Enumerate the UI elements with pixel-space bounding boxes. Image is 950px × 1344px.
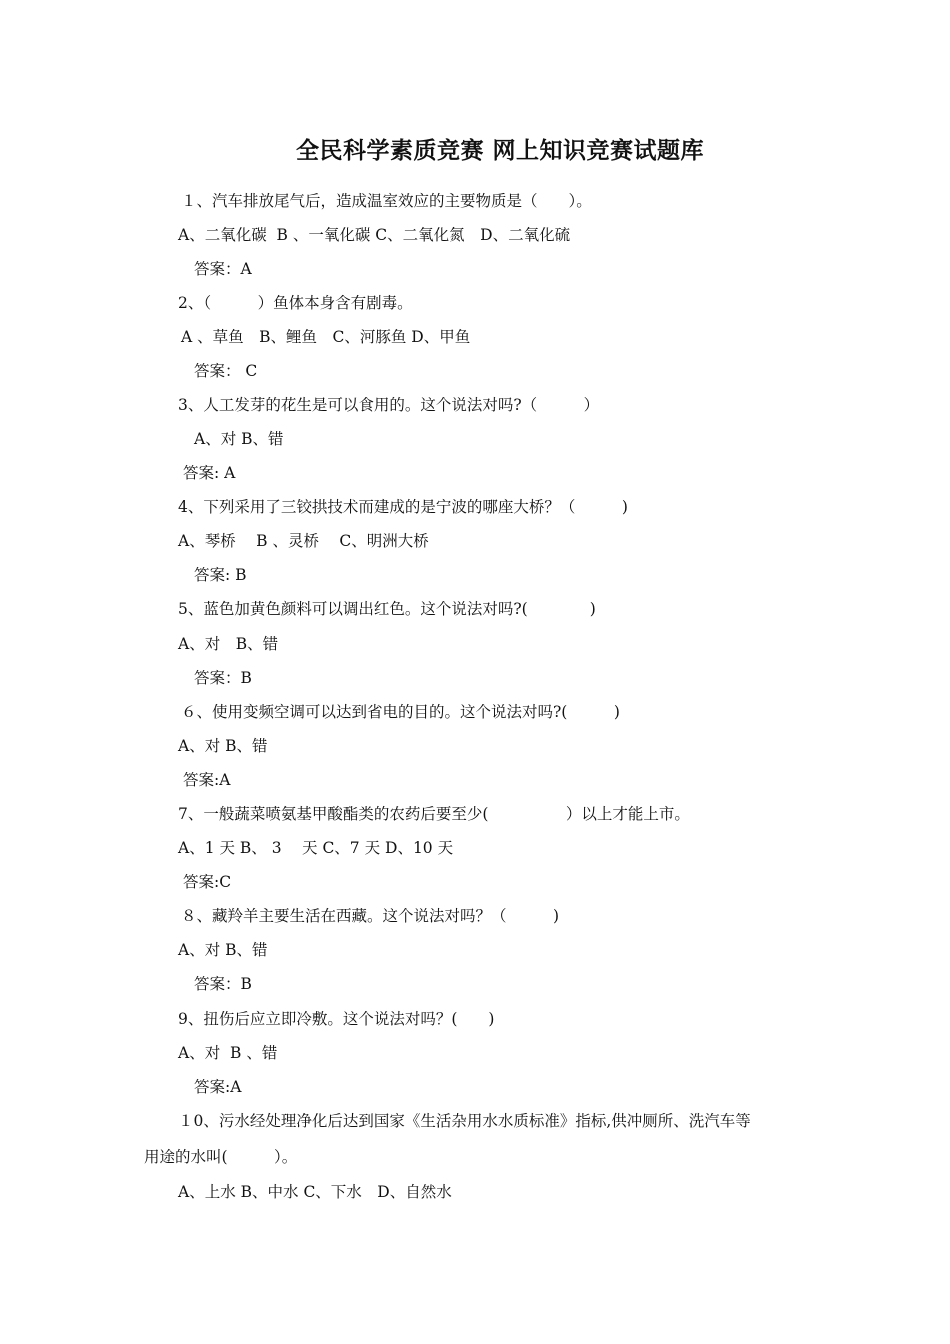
- question-4-options: A、琴桥 B 、灵桥 C、明洲大桥: [178, 532, 429, 550]
- question-8-text: ８、藏羚羊主要生活在西藏。这个说法对吗？（ ): [181, 907, 560, 925]
- question-7-text: 7、一般蔬菜喷氨基甲酸酯类的农药后要至少( ）以上才能上市。: [178, 805, 690, 823]
- question-3-text: 3、人工发芽的花生是可以食用的。这个说法对吗?（ ）: [178, 396, 600, 414]
- question-7-options: A、1 天 B、 3 天 C、7 天 D、10 天: [178, 839, 454, 857]
- question-5-answer: 答案：B: [194, 669, 252, 687]
- question-8-answer: 答案：B: [194, 975, 252, 993]
- question-10-text-continued: 用途的水叫( ）。: [144, 1148, 298, 1166]
- question-8-options: A、对 B、错: [178, 941, 268, 959]
- question-6-text: ６、使用变频空调可以达到省电的目的。这个说法对吗?( ): [181, 703, 620, 721]
- question-3-answer: 答案: A: [183, 464, 236, 482]
- question-2-options: A 、草鱼 B、鲤鱼 C、河豚鱼 D、甲鱼: [181, 328, 471, 346]
- question-9-options: A、对 B 、错: [178, 1044, 278, 1062]
- question-1-options: A、二氧化碳 B 、一氧化碳 C、二氧化氮 D、二氧化硫: [178, 226, 571, 244]
- question-9-answer: 答案:A: [194, 1078, 242, 1096]
- question-2-text: 2、（ ）鱼体本身含有剧毒。: [178, 294, 413, 312]
- question-1-answer: 答案：A: [194, 260, 252, 278]
- question-6-answer: 答案:A: [183, 771, 231, 789]
- question-4-answer: 答案: B: [194, 566, 247, 584]
- document-title: 全民科学素质竞赛 网上知识竞赛试题库: [295, 137, 704, 164]
- question-5-options: A、对 B、错: [178, 635, 279, 653]
- question-10-options: A、上水 B、中水 C、下水 D、自然水: [178, 1183, 452, 1201]
- question-5-text: 5、蓝色加黄色颜料可以调出红色。这个说法对吗?( ): [178, 600, 596, 618]
- question-4-text: 4、下列采用了三铰拱技术而建成的是宁波的哪座大桥？（ ): [178, 498, 628, 516]
- question-10-text: １0、污水经处理净化后达到国家《生活杂用水水质标准》指标,供冲厕所、洗汽车等: [178, 1112, 751, 1130]
- question-1-text: １、汽车排放尾气后，造成温室效应的主要物质是（ ）。: [181, 192, 592, 210]
- question-6-options: A、对 B、错: [178, 737, 268, 755]
- question-2-answer: 答案： C: [194, 362, 258, 380]
- question-9-text: 9、扭伤后应立即冷敷。这个说法对吗？( ): [178, 1010, 495, 1028]
- question-7-answer: 答案:C: [183, 873, 232, 891]
- question-3-options: A、对 B、错: [194, 430, 284, 448]
